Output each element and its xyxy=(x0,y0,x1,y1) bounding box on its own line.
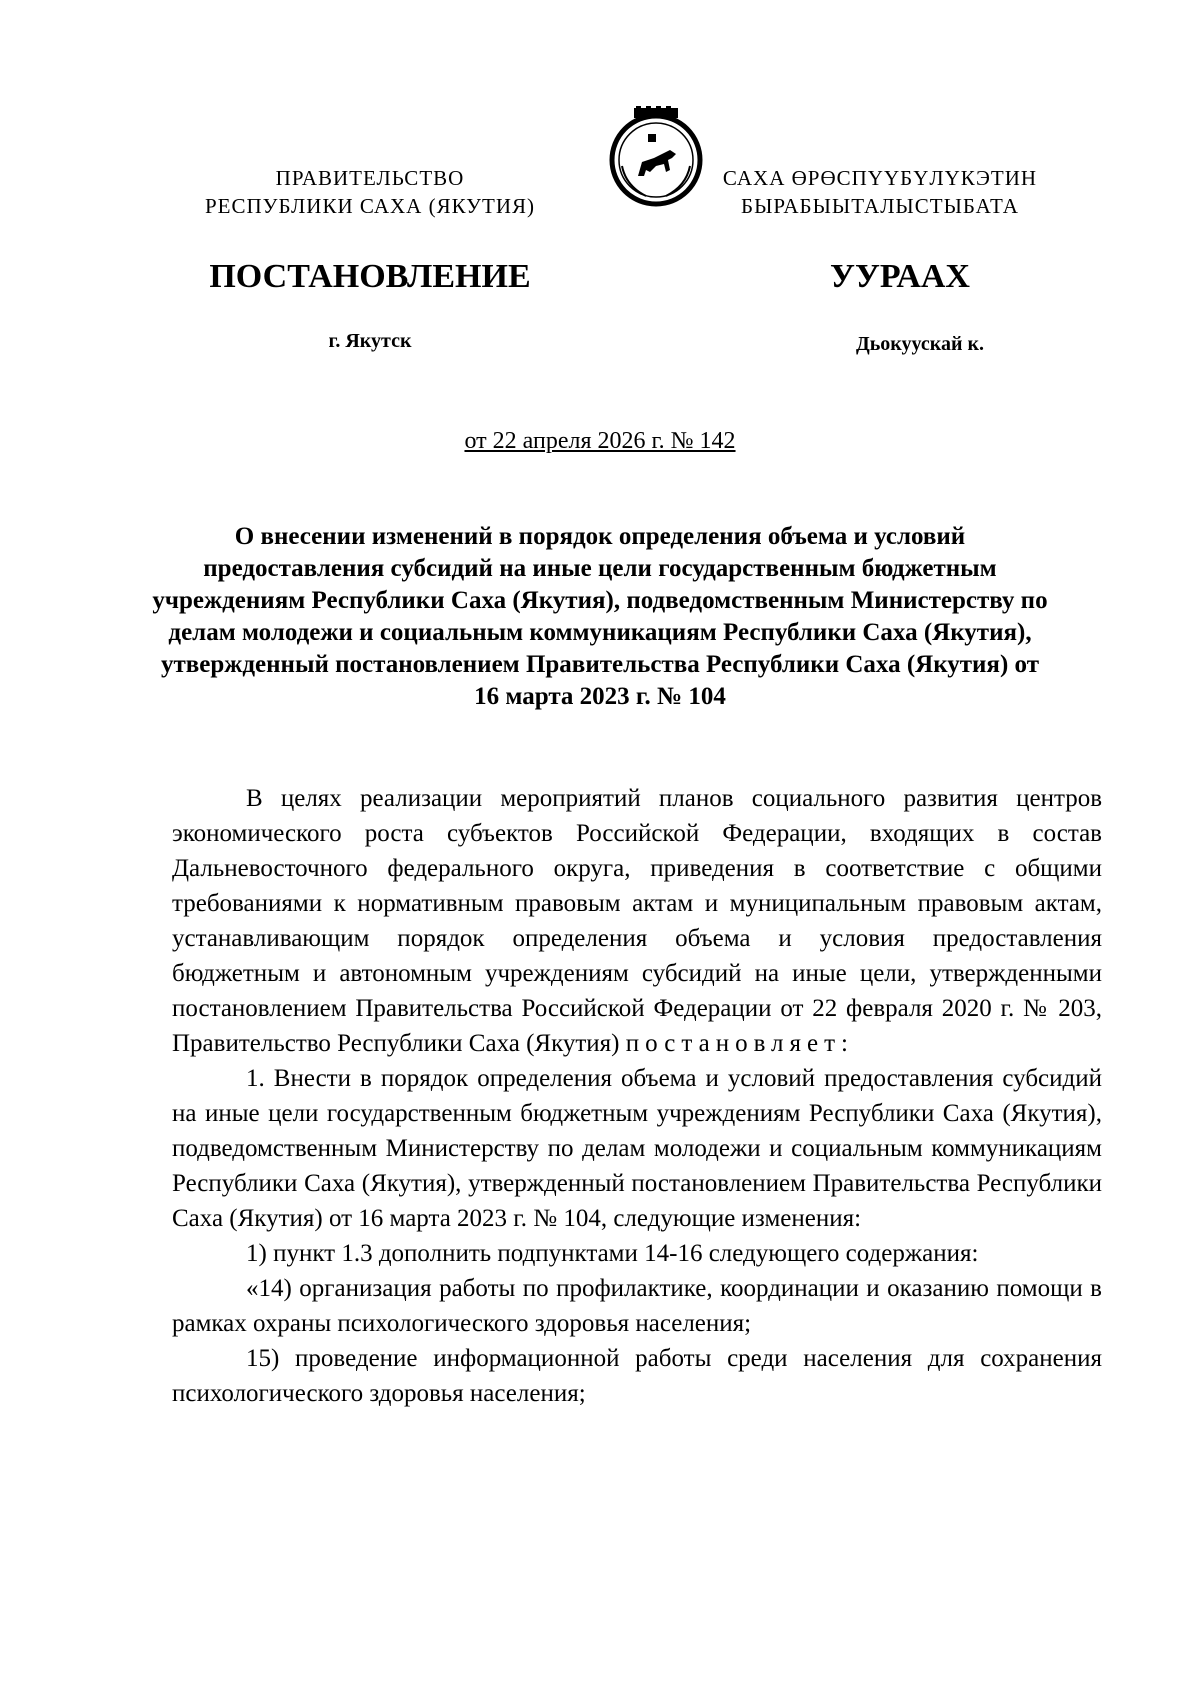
header-left-line1: ПРАВИТЕЛЬСТВО xyxy=(275,166,465,190)
resolves-word: постановляет: xyxy=(625,1030,854,1057)
paragraph-1: 1. Внести в порядок определения объема и условий предоставления субсидий на иные цели государственным бюджетным учреждениям Республики Саха (Якутия), подведомственным Министерству по делам молодежи и социальным коммуникациям Республики Саха (Якутия), утвержденный постановлением Правительства Республики Саха (Якутия) от 16 марта 2023 г. № 104, следующие изменения: xyxy=(172,1065,1102,1232)
header-government-sakha xyxy=(690,164,1070,220)
document-body xyxy=(172,781,1102,1411)
preamble-text: В целях реализации мероприятий планов социального развития центров экономического роста субъектов Российской Федерации, входящих в состав Дальневосточного федерального округа, приведения в соответствие с общими требованиями к нормативным правовым актам и муниципальным правовым актам, устанавливающим порядок определения объема и условия предоставления бюджетным и автономным учреждениям субсидий на иные цели, утвержденными постановлением Правительства Российской Федерации от 22 февраля 2020 г. № 203, Правительство Республики Саха (Якутия) xyxy=(172,785,1102,1057)
paragraph-14: «14) организация работы по профилактике, координации и оказанию помощи в рамках охраны психологического здоровья населения; xyxy=(172,1275,1102,1337)
paragraph-preamble xyxy=(172,781,1102,1061)
city-sakha: Дьокуускай к. xyxy=(855,333,985,355)
document-date-text: от 22 апреля 2026 г. № 142 xyxy=(464,428,736,454)
doc-type-ru: ПОСТАНОВЛЕНИЕ xyxy=(209,258,531,295)
document-date xyxy=(0,428,1200,455)
header-right-line1: САХА ӨРӨСПҮҮБҮЛҮКЭТИН xyxy=(722,166,1038,190)
header-left-line2: РЕСПУБЛИКИ САХА (ЯКУТИЯ) xyxy=(204,194,536,218)
header-right-line2: БЫРАБЫЫТАЛЫСТЫБАТА xyxy=(741,194,1019,218)
city-ru: г. Якутск xyxy=(328,330,412,352)
paragraph-15: 15) проведение информационной работы среди населения для сохранения психологического здоровья населения; xyxy=(172,1345,1102,1407)
paragraph-1-1: 1) пункт 1.3 дополнить подпунктами 14-16 следующего содержания: xyxy=(246,1240,979,1267)
doc-type-sakha: УУРААХ xyxy=(830,258,970,295)
document-title: О внесении изменений в порядок определения объема и условий предоставления субсидий на иные цели государственным бюджетным учреждениям Республики Саха (Якутия), подведомственным Министерству по делам молодежи и социальным коммуникациям Республики Саха (Якутия), утвержденный постановлением Правительства Республики Саха (Якутия) от 16 марта 2023 г. № 104 xyxy=(152,523,1048,710)
header-government-ru xyxy=(180,164,560,220)
